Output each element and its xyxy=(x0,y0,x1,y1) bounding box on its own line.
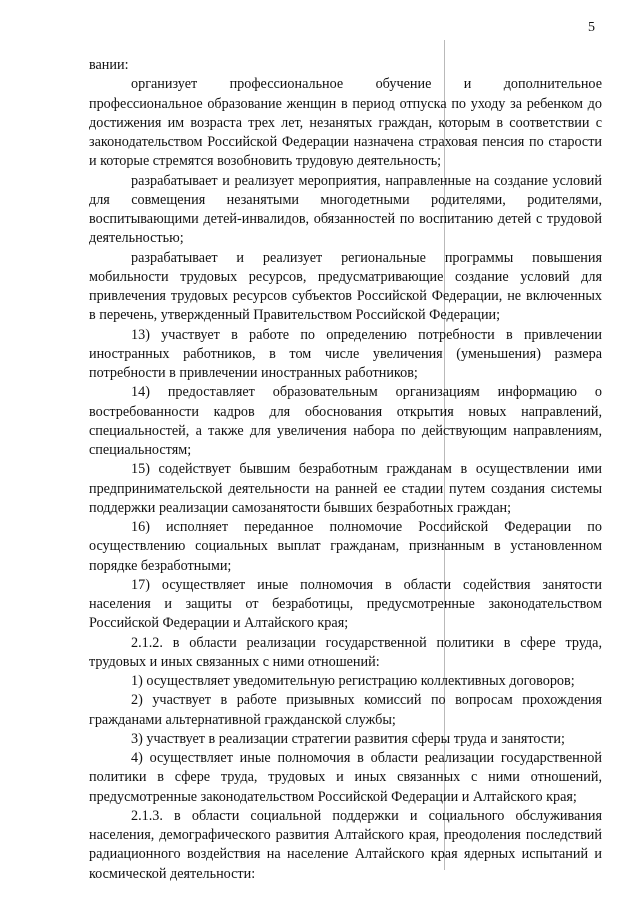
paragraph: 17) осуществляет иные полномочия в области содействия занятости населения и защиты от безработицы, предусмотренные законодательством Российской Федерации и Алтайского края; xyxy=(89,576,602,632)
paragraph: 2.1.3. в области социальной поддержки и социального обслуживания населения, демографического развития Алтайского края, преодоления последствий радиационного воздействия на население Алтайского края ядерных испытаний и космической деятельности: xyxy=(89,807,602,882)
paragraph: 1) осуществляет уведомительную регистрацию коллективных договоров; xyxy=(131,673,575,689)
paragraph: 14) предоставляет образовательным организациям информацию о востребованности кадров для обоснования открытия новых направлений, специальностей, а также для увеличения набора по действующим направлениям, специальностям; xyxy=(89,384,602,458)
paragraph: разрабатывает и реализует региональные программы повышения мобильности трудовых ресурсов, предусматривающие создание условий для привлечения трудовых ресурсов субъектов Российской Федерации, не включенных в перечень, утвержденный Правительством Российской Федерации; xyxy=(89,249,602,324)
paragraph: 2) участвует в работе призывных комиссий по вопросам прохождения гражданами альтернативной гражданской службы; xyxy=(89,692,602,728)
paragraph: 16) исполняет переданное полномочие Российской Федерации по осуществлению социальных выплат гражданам, признанным в установленном порядке безработными; xyxy=(89,519,602,574)
page-number: 5 xyxy=(588,20,595,35)
paragraph: 3) участвует в реализации стратегии развития сферы труда и занятости; xyxy=(131,730,565,747)
paragraph: 4) осуществляет иные полномочия в области реализации государственной политики в сфере труда, трудовых и иных связанных с ними отношений, предусмотренные законодательством Российской Федерации и Алтайского края; xyxy=(89,750,602,805)
paragraph: 15) содействует бывшим безработным гражданам в осуществлении ими предпринимательской деятельности на ранней ее стадии путем создания системы поддержки реализации самозанятости бывших безработных граждан; xyxy=(89,461,602,516)
paragraph: организует профессиональное обучение и дополнительное профессиональное образование женщин в период отпуска по уходу за ребенком до достижения им возраста трех лет, незанятых граждан, которым в соответствии с законодательством Российской Федерации назначена страховая пенсия по старости и которые стремятся возобновить трудовую деятельность; xyxy=(89,76,602,170)
paragraph: 2.1.2. в области реализации государственной политики в сфере труда, трудовых и иных связанных с ними отношений: xyxy=(89,634,602,670)
paragraph: 13) участвует в работе по определению потребности в привлечении иностранных работников, в том числе увеличения (уменьшения) размера потребности в привлечении иностранных работников; xyxy=(89,326,602,381)
paragraph: разрабатывает и реализует мероприятия, направленные на создание условий для совмещения незанятыми многодетными родителями, родителями, воспитывающими детей-инвалидов, обязанностей по воспитанию детей с трудовой деятельностью; xyxy=(89,172,602,247)
document-body xyxy=(89,56,602,884)
paragraph-continuation: вании: xyxy=(89,57,129,73)
